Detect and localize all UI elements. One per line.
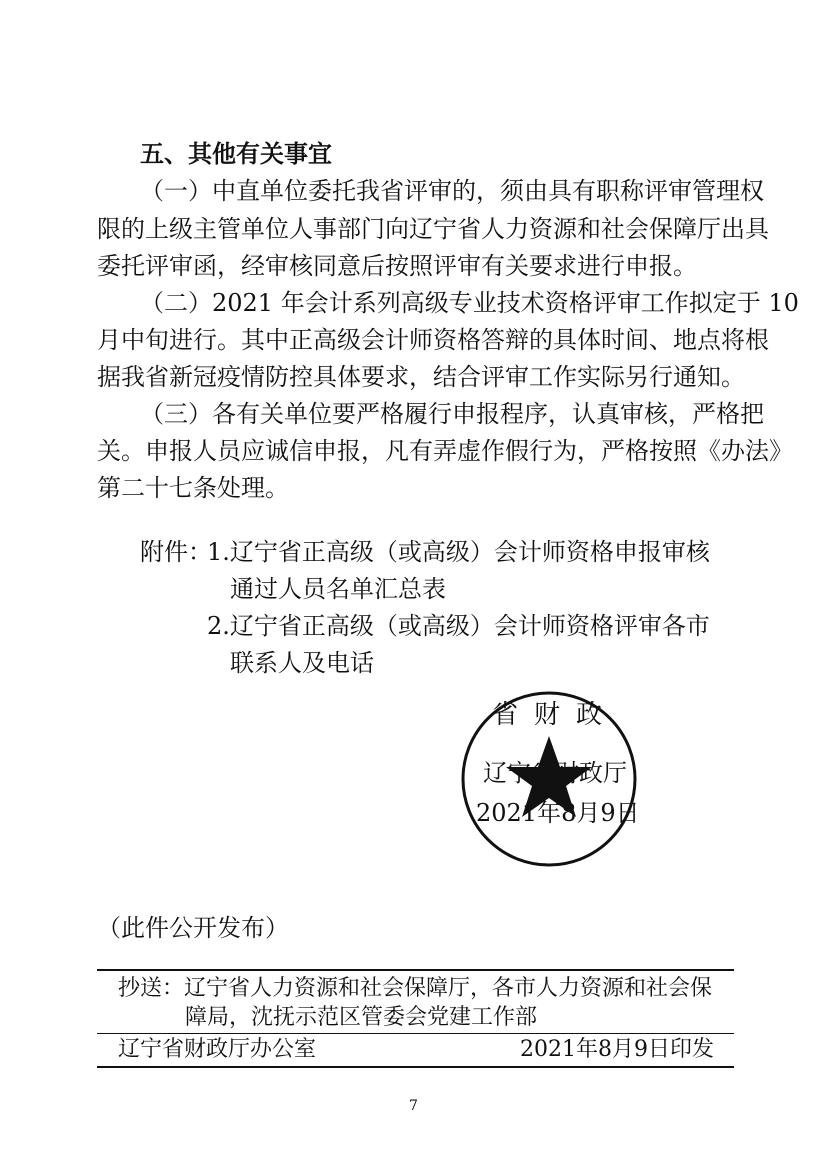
attachments-label: 附件： — [140, 538, 212, 566]
cc-line-2: 障局，沈抚示范区管委会党建工作部 — [185, 1005, 538, 1030]
attachment-1-line-1: 1.辽宁省正高级（或高级）会计师资格申报审核 — [207, 538, 710, 566]
footer-bottom-rule — [97, 1066, 734, 1068]
attachment-2-line-2: 联系人及电话 — [230, 649, 374, 677]
attachment-1-line-2: 通过人员名单汇总表 — [230, 575, 446, 603]
seal-arc-text: 省财政 — [492, 700, 619, 730]
paragraph-2-line-2: 月中旬进行。其中正高级会计师资格答辩的具体时间、地点将根 — [97, 326, 769, 354]
signature-issuer: 辽宁省财政厅 — [483, 759, 627, 787]
signature-date: 2021年8月9日 — [476, 799, 640, 827]
paragraph-1-line-1: （一）中直单位委托我省评审的，须由具有职称评审管理权 — [140, 177, 764, 205]
footer-print-date: 2021年8月9日印发 — [520, 1037, 714, 1062]
paragraph-3-line-2: 关。申报人员应诚信申报，凡有弄虚作假行为，严格按照《办法》 — [97, 437, 793, 465]
footer-office: 辽宁省财政厅办公室 — [118, 1037, 317, 1062]
paragraph-3-line-3: 第二十七条处理。 — [97, 474, 289, 502]
attachment-2-line-1: 2.辽宁省正高级（或高级）会计师资格评审各市 — [207, 612, 710, 640]
publication-note: （此件公开发布） — [97, 914, 289, 942]
paragraph-1-line-2: 限的上级主管单位人事部门向辽宁省人力资源和社会保障厅出具 — [97, 215, 769, 243]
cc-line-1: 抄送：辽宁省人力资源和社会保障厅，各市人力资源和社会保 — [118, 976, 713, 1001]
paragraph-2-line-1: （二）2021 年会计系列高级专业技术资格评审工作拟定于 10 — [140, 289, 799, 317]
paragraph-2-line-3: 据我省新冠疫情防控具体要求，结合评审工作实际另行通知。 — [97, 363, 745, 391]
paragraph-3-line-1: （三）各有关单位要严格履行申报程序，认真审核，严格把 — [140, 400, 764, 428]
section-heading: 五、其他有关事宜 — [140, 140, 332, 168]
footer-top-rule — [97, 969, 734, 971]
page-number: 7 — [409, 1098, 418, 1114]
paragraph-1-line-3: 委托评审函，经审核同意后按照评审有关要求进行申报。 — [97, 252, 697, 280]
